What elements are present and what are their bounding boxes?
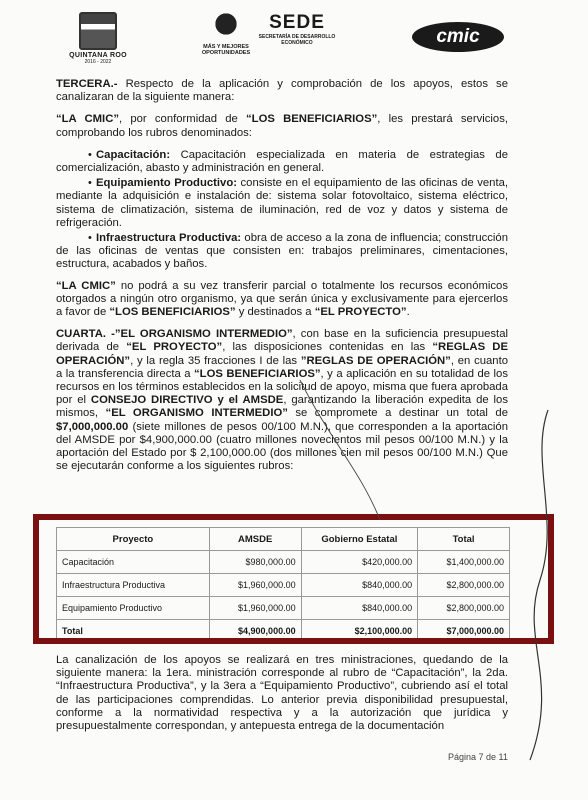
column-header: Gobierno Estatal (301, 528, 418, 551)
table-cell: $840,000.00 (301, 597, 418, 620)
sede-logo: SEDE SECRETARÍA DE DESARROLLO ECONÓMICO (258, 12, 336, 46)
cmic-services-paragraph: “LA CMIC”, por conformidad de “LOS BENEFICIARIOS”, les prestará servicios, comprobando los rubros denominados: (56, 113, 508, 139)
table-cell: $2,800,000.00 (418, 574, 510, 597)
mas-oportunidades-logo: MÁS Y MEJORES OPORTUNIDADES (196, 12, 256, 56)
table-cell: $980,000.00 (209, 551, 301, 574)
table-cell: $2,800,000.00 (418, 597, 510, 620)
table-cell: Total (57, 620, 210, 643)
column-header: Total (418, 528, 510, 551)
list-item: • Capacitación: Capacitación especializada en materia de estrategias de comercialización, abasto y administración en general. (56, 149, 508, 175)
table-cell: Equipamiento Productivo (57, 597, 210, 620)
cmic-logo: cmic (412, 22, 504, 52)
table-cell: $1,400,000.00 (418, 551, 510, 574)
table-cell: Infraestructura Productiva (57, 574, 210, 597)
table-cell: $420,000.00 (301, 551, 418, 574)
table-cell: $2,100,000.00 (301, 620, 418, 643)
table-cell: $7,000,000.00 (418, 620, 510, 643)
clauses-text (56, 78, 508, 482)
column-header: AMSDE (209, 528, 301, 551)
highlight-box (33, 514, 554, 644)
table-cell: $1,960,000.00 (209, 574, 301, 597)
quintana-roo-logo: QUINTANA ROO 2016 - 2022 (58, 12, 138, 65)
list-item: • Infraestructura Productiva: obra de acceso a la zona de influencia; construcción de las oficinas de ventas que consisten en: trabajos preliminares, cimentaciones, estructura, acabados y baños. (56, 232, 508, 272)
tree-icon (211, 12, 241, 42)
table-cell: $1,960,000.00 (209, 597, 301, 620)
rubros-list (56, 149, 508, 272)
column-header: Proyecto (57, 528, 210, 551)
page-number: Página 7 de 11 (448, 752, 508, 762)
list-item: • Equipamiento Productivo: consiste en el equipamiento de las oficinas de venta, mediante la adquisición e instalación de: sistema solar fotovoltaico, sistema eléctrico, sistema de climatización, sistema de iluminación, red de voz y datos y sistema de refrigeración. (56, 177, 508, 230)
cuarta-paragraph: CUARTA. -”EL ORGANISMO INTERMEDIO”, con base en la suficiencia presupuestal derivada de “EL PROYECTO”, las disposiciones contenidas en las “REGLAS DE OPERACIÓN”, y la regla 35 fracciones I de las ”REGLAS DE OPERACIÓN”, en cuanto a la transferencia directa a “LOS BENEFICIARIOS”, y a aplicación en su totalidad de los recursos en los términos establecidos en la solicitud de apoyo, misma que fuera aprobada por el CONSEJO DIRECTIVO y el AMSDE, garantizando la liberación expedita de los mismos, “EL ORGANISMO INTERMEDIO” se compromete a destinar un total de $7,000,000.00 (siete millones de pesos 00/100 M.N.), que corresponden a la aportación del AMSDE por $4,900,000.00 (cuatro millones novecientos mil pesos 00/100 M.N.) y la aportación del Estado por $ 2,100,000.00 (dos millones cien mil pesos 00/100 M.N.) Que se ejecutarán conforme a los siguientes rubros: (56, 328, 508, 473)
transfer-paragraph: “LA CMIC” no podrá a su vez transferir parcial o totalmente los recursos económicos otorgados a ningún otro organismo, ya que serán única y exclusivamente para ejercerlos a favor de “LOS BENEFICIARIOS” y destinados a “EL PROYECTO”. (56, 279, 508, 319)
letterhead (0, 12, 588, 72)
tercera-paragraph: TERCERA.- Respecto de la aplicación y comprobación de los apoyos, estos se canalizaran de la siguiente manera: (56, 78, 508, 104)
ministraciones-paragraph: La canalización de los apoyos se realizará en tres ministraciones, quedando de la siguiente manera: la 1era. ministración corresponde al rubro de “Capacitación”, la 2da. “Infraestructura Productiva”, y la 3era a “Equipamiento Productivo”, cubriendo así el total de las participaciones comprendidas. Lo anterior previa disponibilidad presupuestal, conforme a la normatividad respectiva y a la autorización que jurídica y presupuestalmente correspondan, y antepuesta entrega de la documentación (56, 654, 508, 733)
table-cell: $840,000.00 (301, 574, 418, 597)
table-cell: Capacitación (57, 551, 210, 574)
table-cell: $4,900,000.00 (209, 620, 301, 643)
state-seal-icon (79, 12, 117, 50)
